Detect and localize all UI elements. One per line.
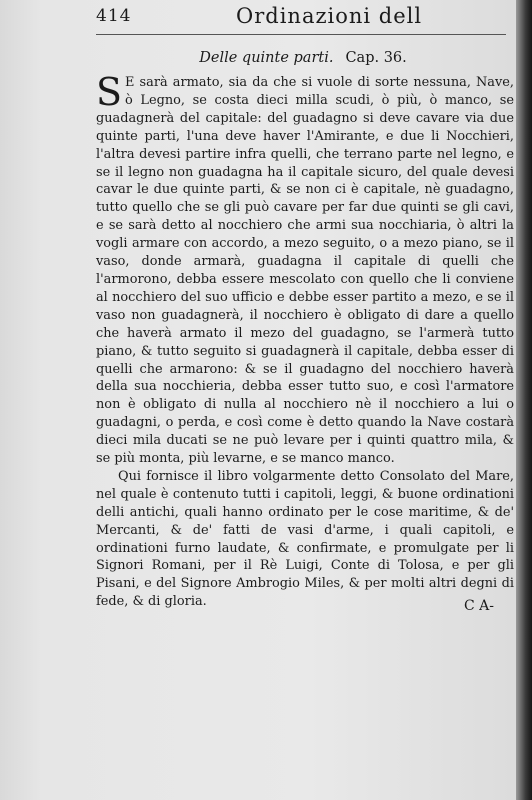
- body-text: [96, 70, 514, 611]
- page-number: 414: [96, 6, 132, 26]
- chapter-number: Cap. 36.: [345, 50, 407, 66]
- running-head: [96, 6, 516, 32]
- drop-capital: S: [96, 70, 123, 114]
- paragraph-1: [96, 70, 514, 468]
- book-spine-shadow: [516, 0, 532, 800]
- chapter-subtitle: Delle quinte parti.: [199, 50, 334, 66]
- running-title: Ordinazioni dell: [236, 4, 423, 28]
- chapter-heading: [0, 50, 516, 66]
- header-rule: [96, 34, 506, 35]
- catchword: C A-: [464, 598, 495, 614]
- paragraph-1-text: E sarà armato, sia da che si vuole di sorte nessuna, Nave, ò Legno, se costa dieci milla scudi, ò più, ò manco, se guadagnerà del capitale: del guadagno si deve cavare via due quinte parti, l'una deve haver l'Amirante, e due li Nocchieri, l'altra devesi partire infra quelli, che terrano parte nel legno, e se il legno non guadagna ha il capitale sicuro, del quale devesi cavar le due quinte parti, & se non ci è capitale, nè guadagno, tutto quello che se gli può cavare per far due quinti se gli cavi, e se sarà detto al nocchiero che armi sua nocchiaria, ò altri la vogli armare con accordo, a mezo seguito, o a mezo piano, se il vaso, donde armarà, guadagna il capitale di quelli che l'armorono, debba essere mescolato con quello che li conviene al nocchiero del suo ufficio e debbe esser partito a mezo, e se il vaso non guadagnerà, il nocchiero è obligato di dare a quello che haverà armato il mezo del guadagno, se l'armerà tutto piano, & tutto seguito si guadagnerà il capitale, debba esser di quelli che armarono: & se il guadagno del nocchiero haverà della sua nocchieria, debba esser tutto suo, e così l'armatore non è obligato di nulla al nocchiero nè il nocchiero a lui o guadagni, o perda, e così come è detto quando la Nave costarà dieci mila ducati se ne può levare per i quinti quattro mila, & se più monta, più levarne, e se manco manco.: [96, 75, 514, 467]
- paragraph-2: Qui fornisce il libro volgarmente detto Consolato del Mare, nel quale è contenuto tutti i capitoli, leggi, & buone ordinationi delli antichi, quali hanno ordinato per le cose maritime, & de' Mercanti, & de' fatti de vasi d'arme, i quali capitoli, e ordinationi furno laudate, & confirmate, e promulgate per li Signori Romani, per il Rè Luigi, Conte di Tolosa, e per gli Pisani, e del Signore Ambrogio Miles, & per molti altri degni di fede, & di gloria.: [96, 468, 514, 610]
